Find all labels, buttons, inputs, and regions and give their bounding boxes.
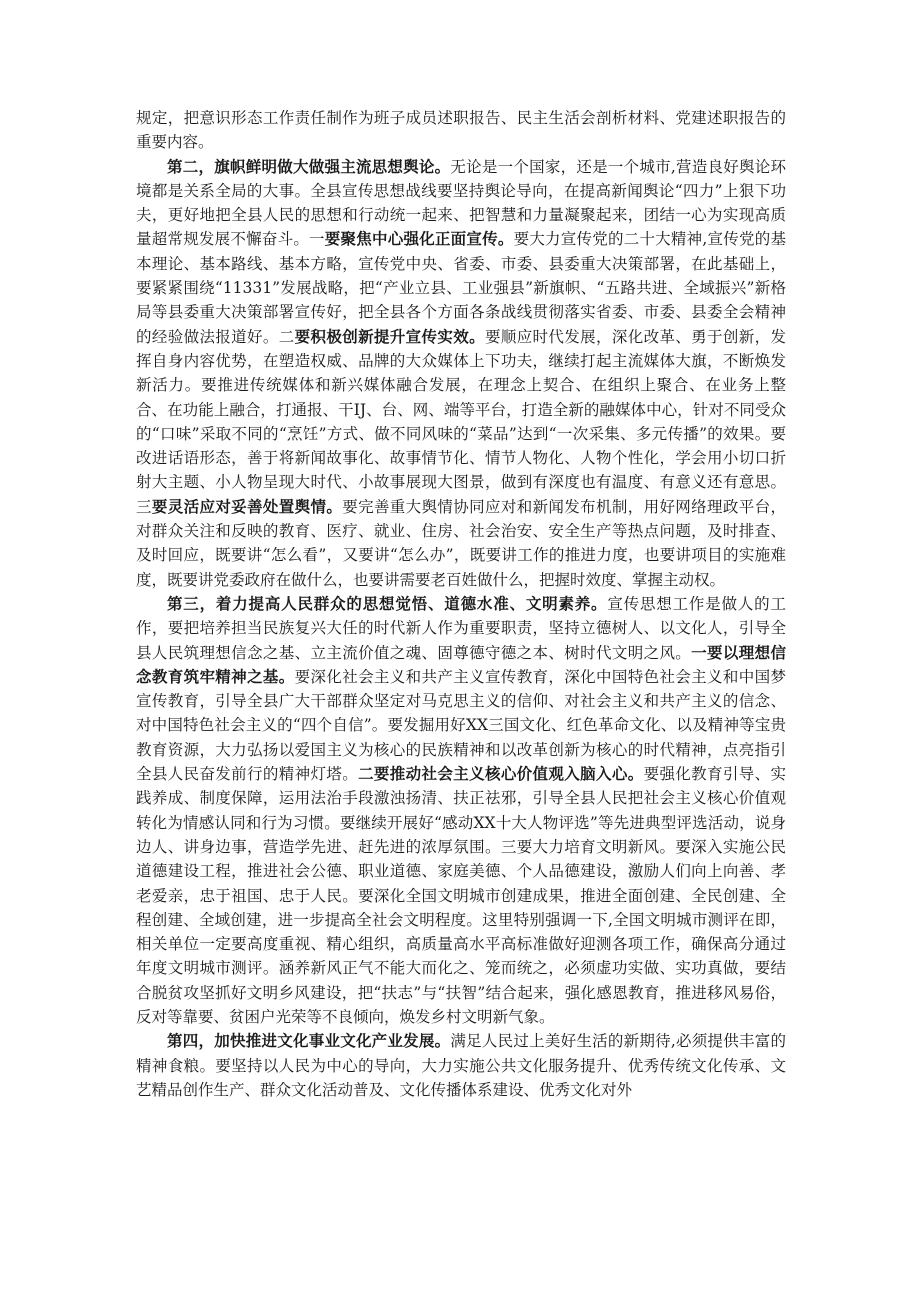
- paragraph-text: 要顺应时代发展，深化改革、勇于创新，发挥自身内容优势，在塑造权威、品牌的大众媒体上下功夫，继续打起主流媒体大旗，不断焕发新活力。要推进传统媒体和新兴媒体融合发展，在理念上契合、在组织上聚合、在业务上整合、在功能上融合，打通报、干IJ、台、网、端等平台，打造全新的融媒体中心，针对不同受众的“口味”采取不同的“烹饪”方式、做不同风味的“菜品”达到“一次采集、多元传播”的效果。要改进话语形态，善于将新闻故事化、故事情节化、情节人物化、人物个性化，学会用小切口折射大主题、小人物呈现大时代、小故事展现大图景，做到有深度也有温度、有意义还有意思。三: [136, 327, 786, 516]
- paragraph-text: 要强化教育引导、实践养成、制度保障，运用法治手段激浊扬清、扶正祛邪，引导全县人民把社会主义核心价值观转化为情感认同和行为习惯。要继续开展好“感动XX十大人物评选”等先进典型评选活动，说身边人、讲身边事，营造学先进、赶先进的浓厚氛围。三要大力培育文明新风。要深入实施公民道德建设工程，推进社会公德、职业道德、家庭美德、个人品德建设，激励人们向上向善、孝老爱亲，忠于祖国、忠于人民。要深化全国文明城市创建成果，推进全面创建、全民创建、全程创建、全域创建，进一步提高全社会文明程度。这里特别强调一下,全国文明城市测评在即，相关单位一定要高度重视、精心组织，高质量高水平高标准做好迎测各项工作，确保高分通过年度文明城市测评。涵养新风正气不能大而化之、笼而统之，必须虚功实做、实功真做，要结合脱贫攻坚抓好文明乡风建设，把“扶志”与“扶智”结合起来，强化感恩教育，推进移风易俗，反对等靠要、贫困户光荣等不良倾向，焕发乡村文明新气象。: [136, 765, 786, 1026]
- paragraph-text: 要完善重大舆情协同应对和新闻发布机制，用好网络理政平台，对群众关注和反映的教育、医疗、就业、住房、社会治安、安全生产等热点问题，及时排查、及时回应，既要讲“怎么看”，又要讲“怎么办”，既要讲工作的推进力度，也要讲项目的实施难度，既要讲党委政府在做什么，也要讲需要老百姓做什么，把握时效度、掌握主动权。: [136, 497, 786, 589]
- bold-point: 要聚焦中心强化正面宣传。: [324, 229, 514, 249]
- paragraph-3: [136, 592, 786, 1029]
- section-heading-fourth: 第四，加快推进文化事业文化产业发展。: [167, 1031, 451, 1051]
- paragraph-2: [136, 155, 786, 592]
- paragraph-4: [136, 1029, 786, 1102]
- section-heading-second: 第二，旗帜鲜明做大做强主流思想舆论。: [167, 156, 451, 176]
- paragraph-text: 宣传思想工作是做人的工作，要把培养担当民族复兴大任的时代新人作为重要职责，坚持立德树人、以文化人，引导全县人民筑理想信念之基、立主流价值之魂、固尊德守德之本、树时代文明之风。: [136, 594, 786, 662]
- paragraph-text: 满足人民过上美好生活的新期待,必须提供丰富的精神食粮。要坚持以人民为中心的导向，大力实施公共文化服务提升、优秀传统文化传承、文艺精品创作生产、群众文化活动普及、文化传播体系建设、优秀文化对外: [136, 1032, 786, 1099]
- bold-point: 二要推动社会主义核心价值观入脑入心。: [358, 764, 644, 784]
- document-body: [136, 106, 786, 1102]
- bold-point: 要积极创新提升宣传实效。: [294, 326, 485, 346]
- bold-point: 要灵活应对妥善处置舆情。: [151, 496, 343, 516]
- paragraph-text: 规定，把意识形态工作责任制作为班子成员述职报告、民主生活会剖析材料、党建述职报告的重要内容。: [136, 109, 786, 152]
- paragraph-text: 要大力宣传党的二十大精神,宣传党的基本理论、基本路线、基本方略，宣传党中央、省委、市委、县委重大决策部署，在此基础上，要紧紧围绕“11331”发展战略，把“产业立县、工业强县”新旗帜、“五路共进、全域振兴”新格局等县委重大决策部署宣传好，把全县各个方面各条战线贯彻落实省委、市委、县委全会精神的经验做法报道好。二: [136, 230, 786, 346]
- section-heading-third: 第三，着力提高人民群众的思想觉悟、道德水准、文明素养。: [167, 593, 608, 613]
- paragraph-text: 要深化社会主义和共产主义宣传教育，深化中国特色社会主义和中国梦宣传教育，引导全县广大干部群众坚定对马克思主义的信仰、对社会主义和共产主义的信念、对中国特色社会主义的“四个自信”。要发掘用好XX三国文化、红色革命文化、以及精神等宝贵教育资源，大力弘扬以爱国主义为核心的民族精神和以改革创新为核心的时代精神，点亮指引全县人民奋发前行的精神灯塔。: [136, 667, 786, 784]
- bold-point: 一要以理想信念教育筑牢精神之基。: [136, 642, 786, 686]
- paragraph-1: [136, 106, 786, 155]
- paragraph-text: 无论是一个国家，还是一个城市,营造良好舆论环境都是关系全局的大事。全县宣传思想战线要坚持舆论导向，在提高新闻舆论“四力”上狠下功夫，更好地把全县人民的思想和行动统一起来、把智慧和力量凝聚起来，团结一心为实现高质量超常规发展不懈奋斗。一: [136, 157, 786, 249]
